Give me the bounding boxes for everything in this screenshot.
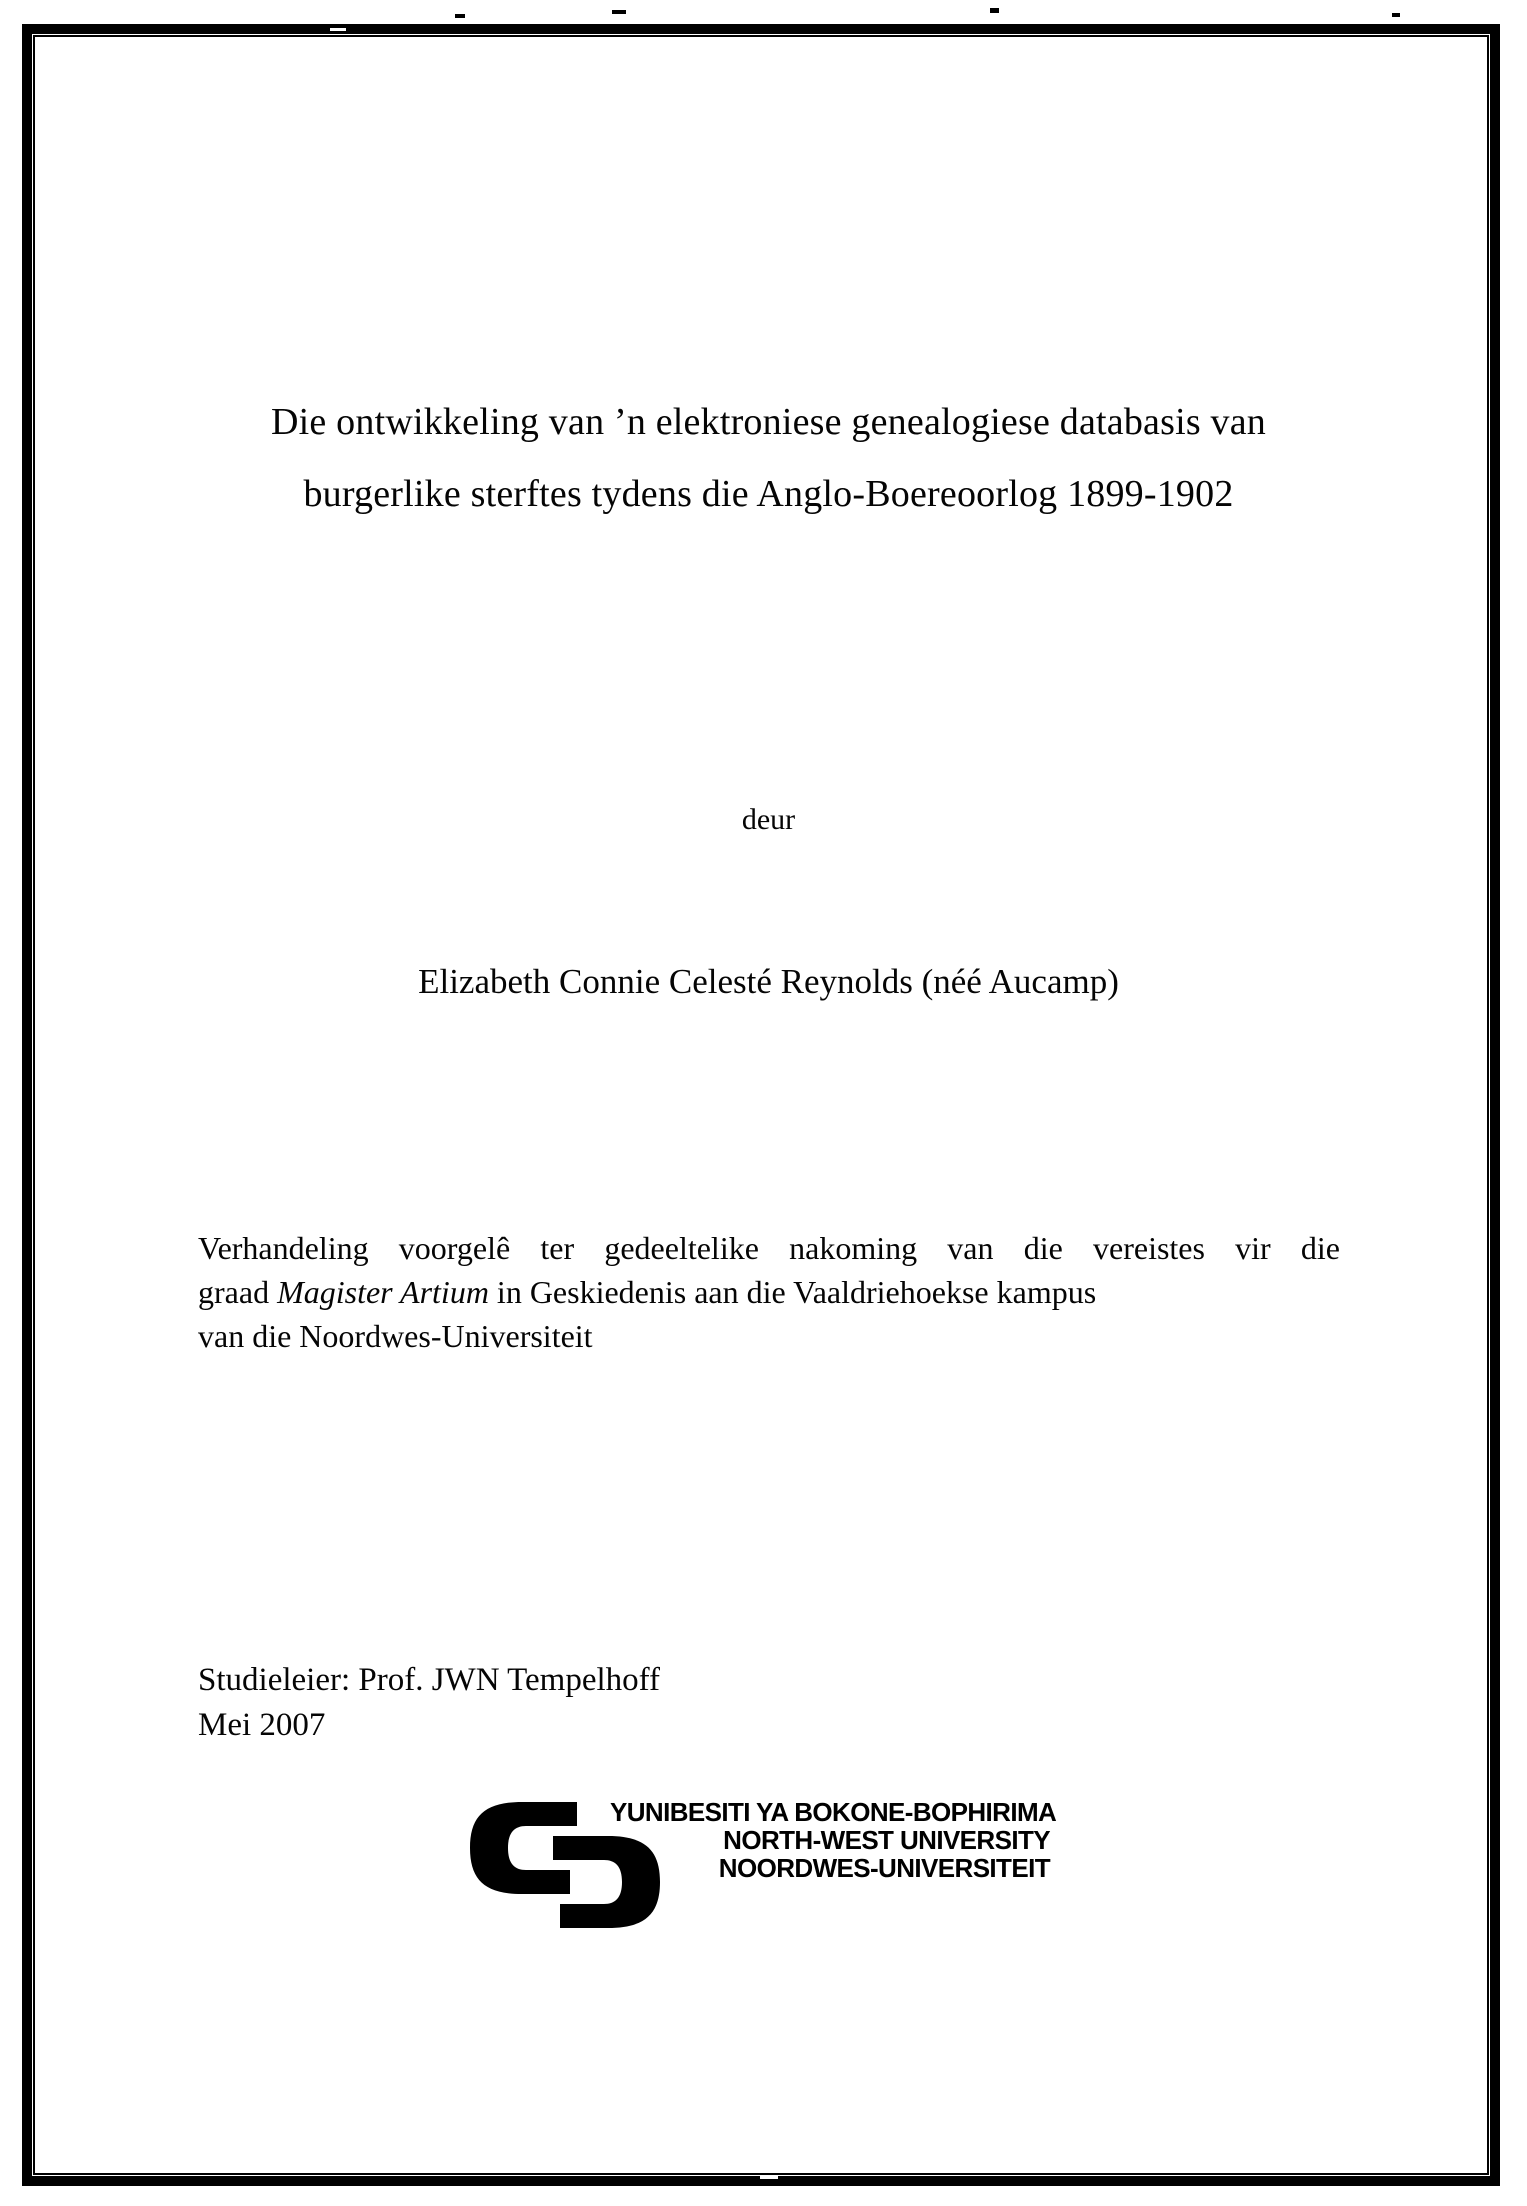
statement-line-3: van die Noordwes-Universiteit <box>198 1318 593 1354</box>
statement-line-1: Verhandeling voorgelê ter gedeeltelike nakoming van die vereistes vir die <box>198 1230 1340 1266</box>
scan-noise <box>990 8 999 13</box>
scan-noise <box>330 28 346 31</box>
nwu-logo-wordmark <box>610 1797 1057 1883</box>
scan-noise <box>612 10 626 14</box>
supervisor-block <box>198 1658 660 1748</box>
north-west-university-logo <box>470 1797 1057 1938</box>
submission-statement <box>198 1226 1340 1358</box>
author-name: Elizabeth Connie Celesté Reynolds (néé Aucamp) <box>418 962 1119 1001</box>
degree-name-italic: Magister Artium <box>277 1274 489 1310</box>
logo-line-setswana: YUNIBESITI YA BOKONE-BOPHIRIMA <box>610 1797 1057 1827</box>
title-line-1: Die ontwikkeling van ’n elektroniese genealogiese databasis van <box>271 401 1266 443</box>
dissertation-title <box>190 386 1347 530</box>
logo-line-english: NORTH-WEST UNIVERSITY <box>723 1825 1050 1855</box>
date-line: Mei 2007 <box>198 1707 326 1743</box>
logo-line-afrikaans: NOORDWES-UNIVERSITEIT <box>718 1853 1050 1883</box>
statement-line-2 <box>198 1270 1340 1314</box>
title-line-2: burgerlike sterftes tydens die Anglo-Boereoorlog 1899-1902 <box>303 473 1234 515</box>
byline-label: deur <box>741 803 796 836</box>
supervisor-line: Studieleier: Prof. JWN Tempelhoff <box>198 1662 661 1698</box>
statement-line-2-prefix: graad <box>198 1274 278 1310</box>
scan-noise <box>1392 13 1400 17</box>
scan-noise <box>455 14 465 18</box>
statement-line-2-suffix: in Geskiedenis aan die Vaaldriehoekse kampus <box>488 1274 1097 1310</box>
scan-noise <box>760 2176 778 2179</box>
